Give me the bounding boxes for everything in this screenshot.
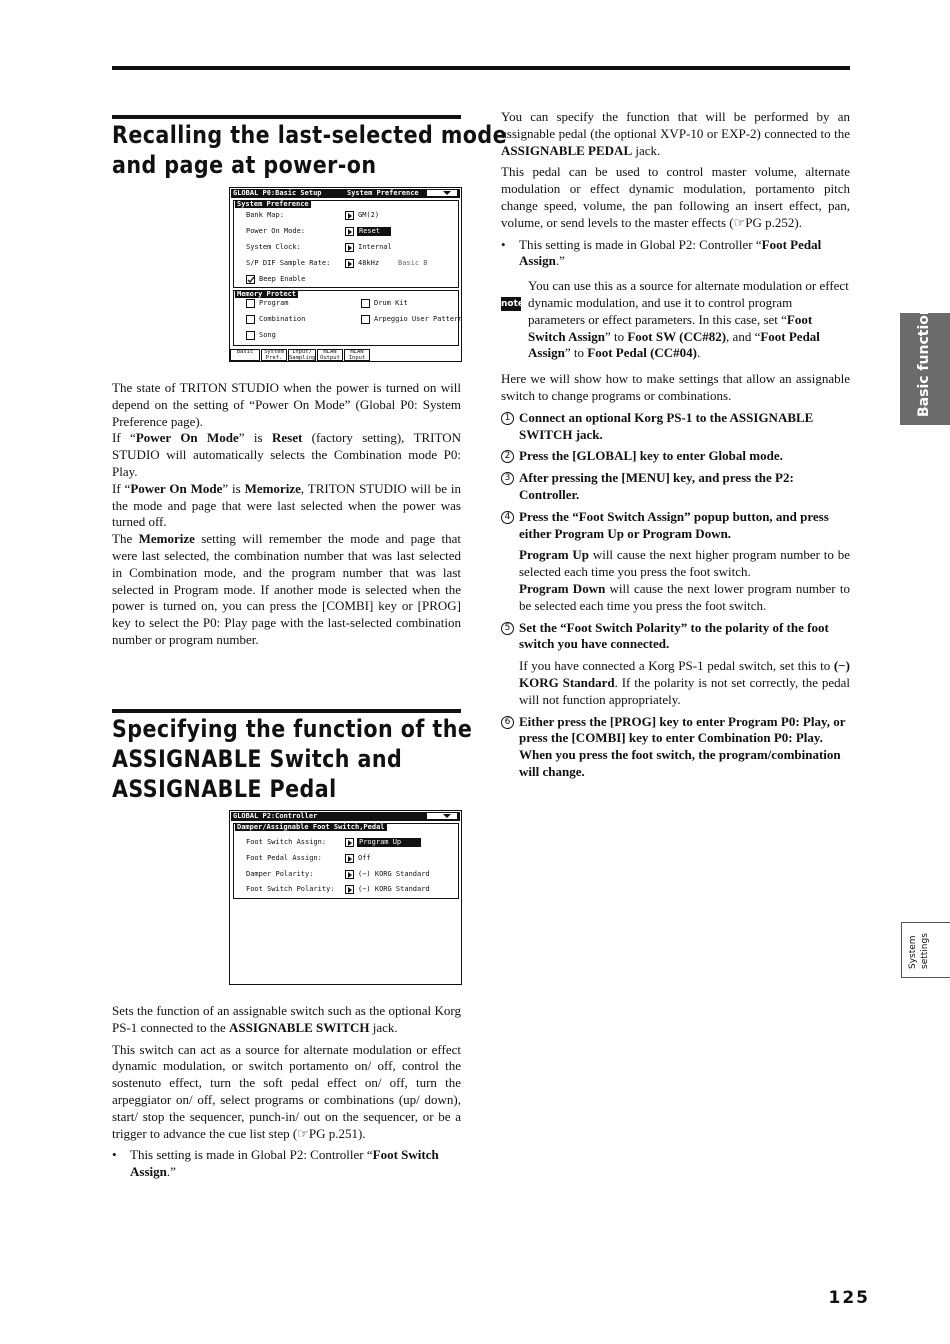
section-rule: [112, 709, 461, 713]
step-detail: If you have connected a Korg PS-1 pedal switch, set this to (−) KORG Standard. If the polarity is not set correctly, the pedal will not function appropriately.: [519, 658, 850, 707]
step-number: 4: [501, 511, 514, 524]
lcd-title: GLOBAL P0:Basic Setup: [233, 189, 322, 197]
step-text: Press the “Foot Switch Assign” popup button, and press either Program Up or Program Down.: [519, 508, 829, 541]
step-2: [501, 448, 850, 465]
group-system-preference: [233, 200, 459, 288]
param-label: Foot Switch Assign:: [246, 838, 327, 846]
note-icon: note: [501, 299, 524, 309]
param-value-selected[interactable]: Reset: [357, 227, 391, 236]
sidetab-label: System: [908, 935, 918, 969]
step-number: 5: [501, 622, 514, 635]
param-value: 48kHz: [358, 259, 380, 267]
param-value-selected[interactable]: Program Up: [357, 838, 421, 847]
title-line: Recalling the last-selected mode: [112, 121, 508, 149]
lcd-screen-basic-setup: [229, 187, 462, 362]
sidetab-basic-functions[interactable]: [900, 296, 950, 425]
param-value: (−) KORG Standard: [358, 885, 430, 893]
section-rule: [112, 115, 461, 119]
step-text: After pressing the [MENU] key, and press the P2: Controller.: [519, 470, 794, 502]
title-line: ASSIGNABLE Switch and: [112, 745, 403, 773]
param-label: Power On Mode:: [246, 227, 306, 235]
popup-arrow-icon[interactable]: [345, 838, 354, 847]
title-line: Specifying the function of the: [112, 715, 473, 743]
tab-system-pref[interactable]: System Pref.: [261, 349, 287, 361]
bullet-item: • This setting is made in Global P2: Controller “Foot Pedal Assign.”: [501, 236, 822, 269]
step-number: 6: [501, 716, 514, 729]
paragraph: If “Power On Mode” is Memorize, TRITON STUDIO will be in the mode and page that were last selected when the power was turned off.: [112, 480, 461, 530]
beep-checkbox[interactable]: [246, 275, 255, 284]
tab-input-sampling[interactable]: Input/ Sampling: [289, 349, 316, 361]
section1-body: [112, 380, 461, 649]
section-title: [112, 714, 531, 804]
group-title: Damper/Assignable Foot Switch,Pedal: [237, 823, 385, 831]
section2-body: [112, 1003, 461, 1181]
step-number: 3: [501, 472, 514, 485]
page-menu-dropdown[interactable]: [427, 190, 457, 196]
top-rule: [112, 66, 850, 70]
param-value: Internal: [358, 243, 392, 251]
step-4: [501, 509, 850, 615]
page-menu-dropdown[interactable]: [427, 813, 457, 819]
step-detail: Program Down will cause the next lower program number to be selected each time you press the foot switch.: [519, 580, 850, 613]
sidetab-system-settings[interactable]: [901, 922, 950, 978]
param-label: System Clock:: [246, 243, 301, 251]
param-label: Bank Map:: [246, 211, 284, 219]
step-6: [501, 714, 850, 781]
popup-arrow-icon[interactable]: [345, 227, 354, 236]
lcd-title: GLOBAL P2:Controller: [233, 812, 318, 820]
paragraph: This switch can act as a source for alternate modulation or effect dynamic modulation, or switch portamento on/ off, control the sostenuto effect, turn the soft pedal effect on/ off, turn the arpeggiator on/ off, select programs or combinations (up/ down), start/ stop the sequencer, punch-in/ out on the sequencer, or be a trigger to advance the cue list step (☞PG p.251).: [112, 1041, 461, 1141]
checkbox-label: Beep Enable: [259, 275, 306, 283]
paragraph: The Memorize setting will remember the mode and page that were last selected, the combination number that was last selected in Combination mode, and the program number that was last selected in Program mode. If another mode is selected when the power is turned on, you can press the [COMBI] key or [PROG] key to select the P0: Play page with the last-selected combination number or program number.: [112, 531, 461, 647]
param-value: Off: [358, 854, 371, 862]
program-checkbox[interactable]: [246, 299, 255, 308]
sidetab-label: settings: [920, 933, 930, 969]
popup-arrow-icon[interactable]: [345, 854, 354, 863]
step-number: 2: [501, 450, 514, 463]
group-title: Memory Protect: [237, 290, 297, 298]
title-line: ASSIGNABLE Pedal: [112, 775, 337, 803]
note-block: You can use this as a source for alternate modulation or effect dynamic modulation, and use it to control program parameters or effect parameters. In this case, set “Foot Switch Assign” to Foot SW (CC#82), and “Foot Pedal Assign” to Foot Pedal (CC#04).: [528, 278, 849, 361]
param-value: (−) KORG Standard: [358, 870, 430, 878]
page-tabs: [230, 349, 461, 361]
checkbox-label: Arpeggio User Pattern: [374, 315, 463, 323]
right-column: [501, 109, 850, 781]
step-detail: Program Up will cause the next higher program number to be selected each time you press the foot switch.: [519, 547, 851, 580]
popup-arrow-icon[interactable]: [345, 243, 354, 252]
checkbox-label: Drum Kit: [374, 299, 408, 307]
step-5: [501, 620, 850, 709]
combination-checkbox[interactable]: [246, 315, 255, 324]
step-text: Set the “Foot Switch Polarity” to the polarity of the foot switch you have connected.: [519, 619, 829, 652]
paragraph: This pedal can be used to control master volume, alternate modulation or effect dynamic modulation, portamento pitch change speed, volume, the pan following an insert effect, pan, volume, or send levels to the master effects (☞PG p.252).: [501, 164, 850, 230]
popup-arrow-icon[interactable]: [345, 211, 354, 220]
step-text: Connect an optional Korg PS-1 to the ASSIGNABLE SWITCH jack.: [519, 409, 814, 442]
step-text: Press the [GLOBAL] key to enter Global mode.: [519, 448, 783, 464]
step-3: [501, 470, 850, 504]
param-label: S/P DIF Sample Rate:: [246, 259, 331, 267]
lcd-title-right: System Preference: [347, 189, 419, 197]
arpeggio-checkbox[interactable]: [361, 315, 370, 324]
tab-mlan-input[interactable]: mLAN Input: [344, 349, 370, 361]
group-damper-foot-switch: [233, 823, 459, 899]
popup-arrow-icon[interactable]: [345, 885, 354, 894]
lcd-title-bar: [231, 189, 460, 198]
drum-kit-checkbox[interactable]: [361, 299, 370, 308]
param-label: Damper Polarity:: [246, 870, 314, 878]
title-line: and page at power-on: [112, 151, 377, 179]
paragraph: Sets the function of an assignable switch such as the optional Korg PS-1 connected to the ASSIGNABLE SWITCH jack.: [112, 1003, 461, 1035]
bullet-icon: •: [501, 236, 506, 252]
checkbox-label: Program: [259, 299, 289, 307]
song-checkbox[interactable]: [246, 331, 255, 340]
param-label: Foot Pedal Assign:: [246, 854, 322, 862]
group-memory-protect: [233, 290, 463, 346]
tab-basic[interactable]: Basic: [230, 349, 260, 361]
paragraph: Here we will show how to make settings that allow an assignable switch to change programs or combinations.: [501, 371, 850, 403]
step-1: [501, 410, 850, 444]
sidetab-label: Basic functions: [916, 296, 932, 417]
checkbox-label: Combination: [259, 315, 306, 323]
paragraph: The state of TRITON STUDIO when the power is turned on will depend on the setting of “Power On Mode” (Global P0: System Preference page).: [112, 380, 461, 429]
bullet-icon: •: [112, 1147, 117, 1163]
paragraph: If “Power On Mode” is Reset (factory setting), TRITON STUDIO will automatically selects the Combination mode P0: Play.: [112, 430, 461, 479]
group-title: System Preference: [237, 200, 309, 208]
step-number: 1: [501, 412, 514, 425]
param-label: Foot Switch Polarity:: [246, 885, 335, 893]
popup-arrow-icon[interactable]: [345, 259, 354, 268]
bullet-item: • This setting is made in Global P2: Controller “Foot Switch Assign.”: [112, 1147, 439, 1180]
tab-mlan-output[interactable]: mLAN Output: [317, 349, 343, 361]
paragraph: You can specify the function that will be performed by an assignable pedal (the optional XVP-10 or EXP-2) connected to the ASSIGNABLE PEDAL jack.: [501, 109, 850, 158]
step-text: Either press the [PROG] key to enter Program P0: Play, or press the [COMBI] key to enter Combination P0: Play. When you press the foot switch, the program/combination will change.: [519, 713, 846, 779]
param-extra: Basic B: [398, 259, 428, 267]
lcd-screen-controller: [229, 810, 462, 985]
checkbox-label: Song: [259, 331, 276, 339]
lcd-title-bar: [231, 812, 460, 821]
page-number: 125: [828, 1288, 870, 1308]
popup-arrow-icon[interactable]: [345, 870, 354, 879]
param-value: GM(2): [358, 211, 380, 219]
